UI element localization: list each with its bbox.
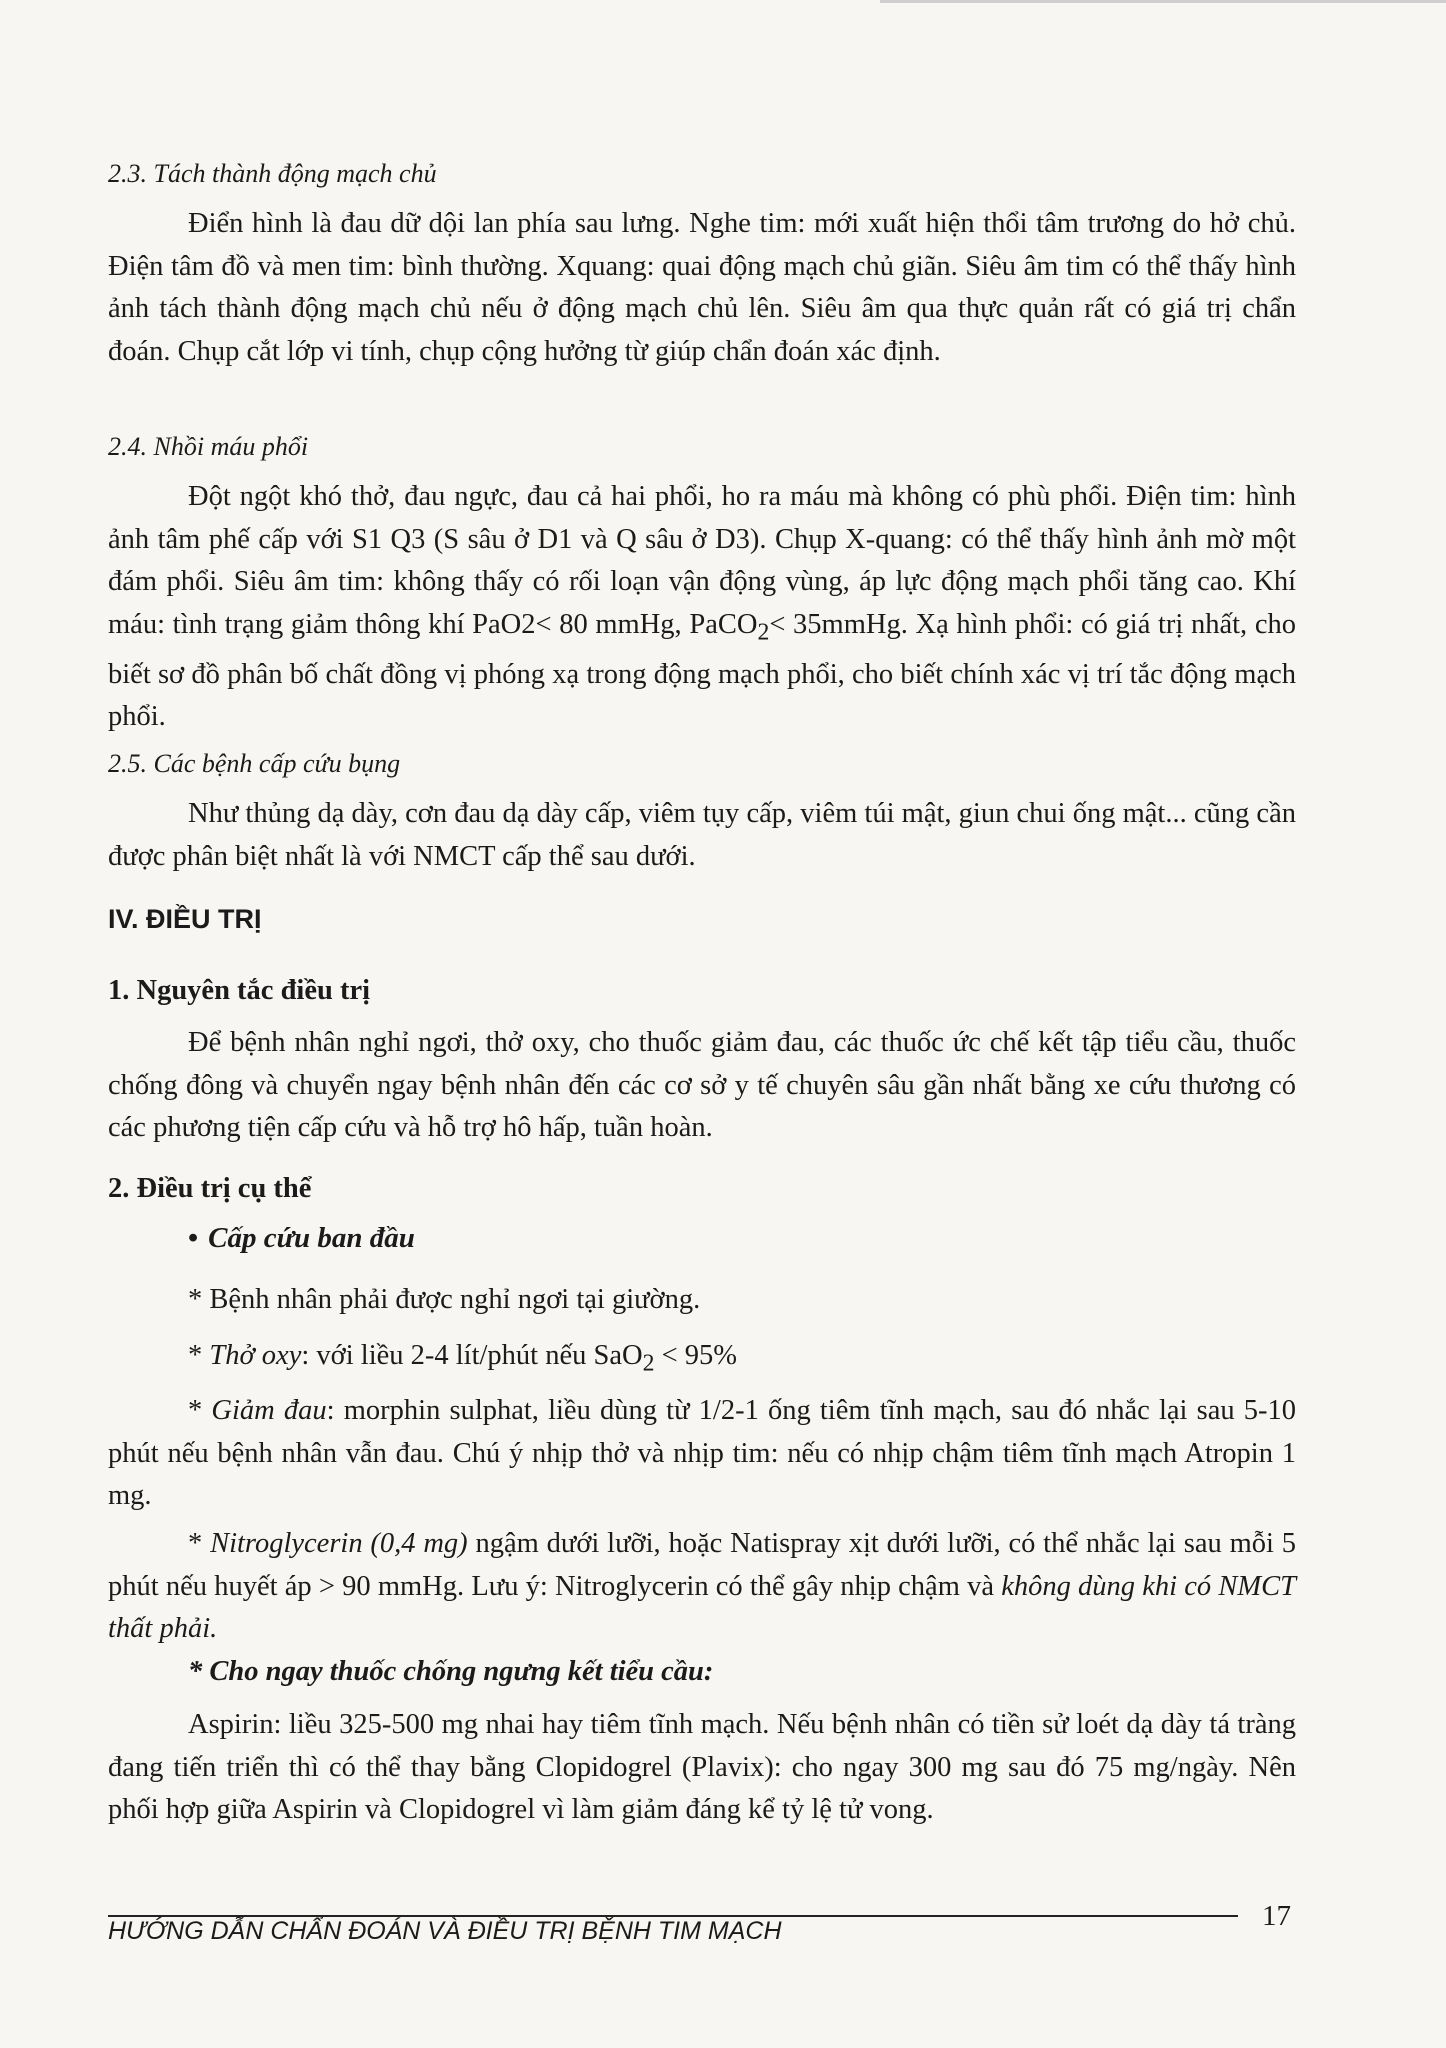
paragraph-nguyen-tac: Để bệnh nhân nghỉ ngơi, thở oxy, cho thuốc giảm đau, các thuốc ức chế kết tập tiểu cầu, thuốc chống đông và chuyển ngay bệnh nhân đến các cơ sở y tế chuyên sâu gần nhất bằng xe cứu thương có các phương tiện cấp cứu và hỗ trợ hô hấp, tuần hoàn. (108, 1027, 1296, 1143)
paragraph-2-4 (108, 476, 1296, 739)
item-tho-oxy-term: Thở oxy (209, 1340, 302, 1371)
item-giam-dau-text: : morphin sulphat, liều dùng từ 1/2-1 ống tiêm tĩnh mạch, sau đó nhắc lại sau 5-10 phút nếu bệnh nhân vẫn đau. Chú ý nhịp thở và nhịp tim: nếu có nhịp chậm tiêm tĩnh mạch Atropin 1 mg. (108, 1395, 1296, 1511)
paragraph-aspirin: Aspirin: liều 325-500 mg nhai hay tiêm tĩnh mạch. Nếu bệnh nhân có tiền sử loét dạ dày tá tràng đang tiến triển thì có thể thay bằng Clopidogrel (Plavix): cho ngay 300 mg sau đó 75 mg/ngày. Nên phối hợp giữa Aspirin và Clopidogrel vì làm giảm đáng kể tỷ lệ tử vong. (108, 1709, 1296, 1825)
scan-edge-line (880, 0, 1446, 3)
item-nitro-text: ngậm dưới lưỡi, hoặc Natispray xịt dưới lưỡi, có thể nhắc lại sau mỗi 5 phút nếu huyết áp > 90 mmHg. Lưu ý: Nitroglycerin có thể gây nhịp chậm và (108, 1528, 1296, 1602)
paragraph-2-3: Điển hình là đau dữ dội lan phía sau lưng. Nghe tim: mới xuất hiện thổi tâm trương do hở chủ. Điện tâm đồ và men tim: bình thường. Xquang: quai động mạch chủ giãn. Siêu âm tim có thể thấy hình ảnh tách thành động mạch chủ nếu ở động mạch chủ lên. Siêu âm qua thực quản rất có giá trị chẩn đoán. Chụp cắt lớp vi tính, chụp cộng hưởng từ giúp chẩn đoán xác định. (108, 208, 1296, 367)
paragraph-2-4-part-b: < 35mmHg. Xạ hình phổi: có giá trị nhất, cho biết sơ đồ phân bố chất đồng vị phóng xạ trong động mạch phổi, cho biết chính xác vị trí tắc động mạch phổi. (108, 608, 1296, 733)
item-tho-oxy-star: * (188, 1340, 210, 1371)
heading-2-4: 2.4. Nhồi máu phổi (108, 432, 309, 461)
page-number: 17 (1262, 1900, 1291, 1932)
heading-nguyen-tac: 1. Nguyên tắc điều trị (108, 975, 371, 1006)
paragraph-2-4-part-a: Đột ngột khó thở, đau ngực, đau cả hai phổi, ho ra máu mà không có phù phổi. Điện tim: hình ảnh tâm phế cấp với S1 Q3 (S sâu ở D1 và Q sâu ở D3). Chụp X-quang: có thể thấy hình ảnh mờ một đám phổi. Siêu âm tim: không thấy có rối loạn vận động vùng, áp lực động mạch phổi tăng cao. Khí máu: tình trạng giảm thông khí PaO2< 80 mmHg, PaCO (108, 481, 1296, 640)
item-giam-dau-term: Giảm đau (211, 1395, 327, 1426)
heading-dieu-tri-cu-the: 2. Điều trị cụ thể (108, 1173, 312, 1204)
item-chong-ngung-ket: * Cho ngay thuốc chống ngưng kết tiểu cầu: (188, 1656, 714, 1687)
subscript-2: 2 (757, 619, 770, 646)
section-iv-heading: IV. ĐIỀU TRỊ (108, 904, 262, 934)
item-nitro-star: * (188, 1528, 211, 1559)
bullet-cap-cuu (108, 1222, 1376, 1255)
item-tho-oxy-text: : với liều 2-4 lít/phút nếu SaO (301, 1340, 643, 1371)
heading-2-3: 2.3. Tách thành động mạch chủ (108, 159, 437, 188)
bullet-dot: • (188, 1222, 199, 1254)
item-tho-oxy (108, 1335, 1376, 1385)
item-nitro-term: Nitroglycerin (0,4 mg) (210, 1528, 468, 1559)
heading-2-5: 2.5. Các bệnh cấp cứu bụng (108, 749, 401, 778)
bullet-cap-cuu-label: Cấp cứu ban đầu (208, 1222, 415, 1254)
item-nghi-ngoi: * Bệnh nhân phải được nghỉ ngơi tại giường. (188, 1284, 701, 1315)
item-giam-dau (108, 1390, 1296, 1518)
paragraph-2-5: Như thủng dạ dày, cơn đau dạ dày cấp, viêm tụy cấp, viêm túi mật, giun chui ống mật... cũng cần được phân biệt nhất là với NMCT cấp thể sau dưới. (108, 798, 1296, 872)
subscript-2: 2 (642, 1350, 655, 1377)
item-nitroglycerin (108, 1523, 1296, 1651)
item-giam-dau-star: * (188, 1395, 212, 1426)
footer-title: HƯỚNG DẪN CHẨN ĐOÁN VÀ ĐIỀU TRỊ BỆNH TIM MẠCH (108, 1917, 782, 1945)
item-nitro-tail: không dùng khi có NMCT thất phải. (108, 1570, 1296, 1644)
item-tho-oxy-tail: < 95% (654, 1340, 738, 1371)
